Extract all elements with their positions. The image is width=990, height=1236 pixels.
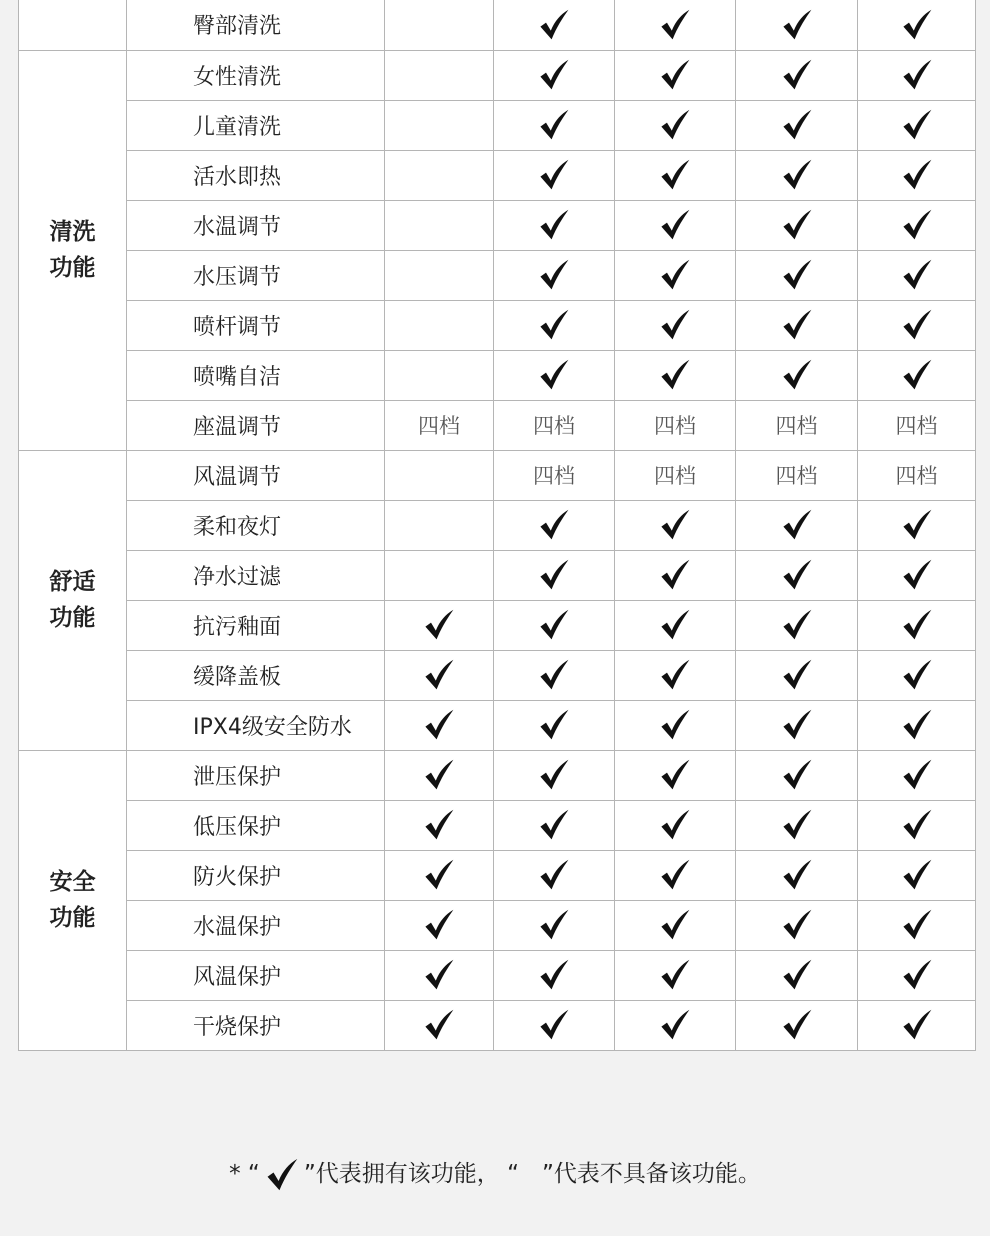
value-cell (494, 400, 615, 450)
value-cell (385, 300, 494, 350)
value-cell (615, 750, 736, 800)
value-cell (494, 1000, 615, 1050)
value-cell (615, 800, 736, 850)
value-cell (615, 200, 736, 250)
feature-name: 喷杆调节 (127, 300, 385, 350)
value-cell (494, 350, 615, 400)
value-cell (615, 450, 736, 500)
footnote-quote-empty: “ ” (507, 1161, 554, 1187)
value-cell (858, 550, 976, 600)
checkmark-icon (900, 709, 934, 741)
value-cell (385, 1000, 494, 1050)
table-row (19, 900, 976, 950)
value-cell (494, 850, 615, 900)
footnote-text-not: 代表不具备该功能。 (553, 1161, 761, 1187)
value-cell (615, 850, 736, 900)
checkmark-icon (658, 959, 692, 991)
checkmark-icon (537, 59, 571, 91)
value-cell (494, 750, 615, 800)
value-cell (494, 800, 615, 850)
value-cell (858, 900, 976, 950)
table-row (19, 500, 976, 550)
checkmark-icon (537, 109, 571, 141)
feature-name: 活水即热 (127, 150, 385, 200)
feature-name: 座温调节 (127, 400, 385, 450)
table-row (19, 800, 976, 850)
value-cell (494, 600, 615, 650)
value-cell (858, 500, 976, 550)
checkmark-icon (537, 509, 571, 541)
value-cell (615, 0, 736, 50)
checkmark-icon (422, 659, 456, 691)
value-cell (494, 200, 615, 250)
checkmark-icon (537, 859, 571, 891)
value-cell (494, 250, 615, 300)
checkmark-icon (780, 109, 814, 141)
table-row (19, 0, 976, 50)
value-cell (385, 450, 494, 500)
value-cell (385, 400, 494, 450)
checkmark-icon (780, 59, 814, 91)
value-cell (385, 750, 494, 800)
value-cell (385, 650, 494, 700)
value-cell (615, 650, 736, 700)
value-cell (736, 200, 858, 250)
checkmark-icon (900, 159, 934, 191)
group-cell-empty (19, 0, 127, 50)
footnote-star: * (229, 1161, 241, 1187)
checkmark-icon (658, 59, 692, 91)
checkmark-icon (900, 859, 934, 891)
level-text: 四档 (775, 464, 818, 488)
value-cell (736, 0, 858, 50)
value-cell (494, 450, 615, 500)
level-text: 四档 (418, 414, 460, 438)
feature-name: 臀部清洗 (127, 0, 385, 50)
value-cell (736, 250, 858, 300)
checkmark-icon (780, 209, 814, 241)
table-row (19, 100, 976, 150)
value-cell (736, 300, 858, 350)
value-cell (494, 550, 615, 600)
feature-name: 泄压保护 (127, 750, 385, 800)
feature-name: 缓降盖板 (127, 650, 385, 700)
value-cell (494, 900, 615, 950)
table-row (19, 250, 976, 300)
checkmark-icon (658, 309, 692, 341)
checkmark-icon (537, 959, 571, 991)
footnote-text-has: 代表拥有该功能， (315, 1161, 500, 1187)
value-cell (385, 150, 494, 200)
table-row (19, 350, 976, 400)
feature-name: 净水过滤 (127, 550, 385, 600)
value-cell (385, 100, 494, 150)
checkmark-icon (422, 959, 456, 991)
value-cell (858, 100, 976, 150)
checkmark-icon (537, 609, 571, 641)
checkmark-icon (537, 759, 571, 791)
feature-name: 柔和夜灯 (127, 500, 385, 550)
feature-name: 喷嘴自洁 (127, 350, 385, 400)
checkmark-icon (900, 109, 934, 141)
value-cell (858, 450, 976, 500)
value-cell (615, 550, 736, 600)
value-cell (736, 850, 858, 900)
level-text: 四档 (533, 464, 575, 488)
checkmark-icon (900, 809, 934, 841)
value-cell (858, 300, 976, 350)
checkmark-icon (537, 709, 571, 741)
footnote (0, 1150, 990, 1198)
checkmark-icon (900, 9, 934, 41)
checkmark-icon (780, 859, 814, 891)
value-cell (494, 300, 615, 350)
checkmark-icon (658, 909, 692, 941)
checkmark-icon (537, 309, 571, 341)
checkmark-icon (658, 209, 692, 241)
feature-name: 防火保护 (127, 850, 385, 900)
footnote-quote-close: ” (303, 1161, 316, 1187)
group-label (19, 750, 127, 1050)
value-cell (858, 50, 976, 100)
value-cell (858, 800, 976, 850)
checkmark-icon (780, 1009, 814, 1041)
checkmark-icon (537, 159, 571, 191)
checkmark-icon (264, 1158, 300, 1192)
checkmark-icon (658, 159, 692, 191)
value-cell (494, 950, 615, 1000)
table-row (19, 700, 976, 750)
checkmark-icon (658, 509, 692, 541)
checkmark-icon (780, 9, 814, 41)
table-row (19, 650, 976, 700)
checkmark-icon (422, 909, 456, 941)
checkmark-icon (422, 1009, 456, 1041)
checkmark-icon (900, 309, 934, 341)
level-text: 四档 (895, 414, 938, 438)
checkmark-icon (900, 559, 934, 591)
checkmark-icon (422, 709, 456, 741)
value-cell (858, 650, 976, 700)
checkmark-icon (900, 209, 934, 241)
level-text: 四档 (533, 414, 575, 438)
group-label-line: 舒适 (49, 569, 96, 595)
table-row (19, 400, 976, 450)
checkmark-icon (537, 1009, 571, 1041)
value-cell (858, 350, 976, 400)
checkmark-icon (658, 709, 692, 741)
value-cell (494, 150, 615, 200)
value-cell (615, 700, 736, 750)
value-cell (385, 850, 494, 900)
value-cell (615, 900, 736, 950)
value-cell (858, 850, 976, 900)
value-cell (858, 0, 976, 50)
table-row (19, 200, 976, 250)
value-cell (736, 650, 858, 700)
value-cell (858, 250, 976, 300)
value-cell (385, 550, 494, 600)
value-cell (736, 50, 858, 100)
feature-name: 风温调节 (127, 450, 385, 500)
checkmark-icon (900, 759, 934, 791)
checkmark-icon (658, 609, 692, 641)
value-cell (858, 750, 976, 800)
table-row (19, 600, 976, 650)
value-cell (858, 600, 976, 650)
checkmark-icon (658, 759, 692, 791)
footnote-quote-open: “ (247, 1161, 260, 1187)
level-text: 四档 (654, 414, 696, 438)
value-cell (385, 800, 494, 850)
value-cell (385, 500, 494, 550)
checkmark-icon (422, 609, 456, 641)
checkmark-icon (537, 359, 571, 391)
value-cell (736, 750, 858, 800)
value-cell (736, 900, 858, 950)
value-cell (385, 0, 494, 50)
checkmark-icon (900, 659, 934, 691)
value-cell (615, 950, 736, 1000)
checkmark-icon (780, 309, 814, 341)
checkmark-icon (537, 559, 571, 591)
checkmark-icon (422, 809, 456, 841)
feature-name: 女性清洗 (127, 50, 385, 100)
level-text: 四档 (775, 414, 818, 438)
value-cell (615, 350, 736, 400)
feature-comparison-table (18, 0, 976, 1051)
checkmark-icon (537, 909, 571, 941)
checkmark-icon (900, 509, 934, 541)
value-cell (615, 150, 736, 200)
value-cell (385, 50, 494, 100)
value-cell (858, 1000, 976, 1050)
value-cell (858, 400, 976, 450)
value-cell (385, 350, 494, 400)
value-cell (494, 50, 615, 100)
checkmark-icon (900, 59, 934, 91)
checkmark-icon (780, 959, 814, 991)
feature-name: 干烧保护 (127, 1000, 385, 1050)
checkmark-icon (780, 709, 814, 741)
value-cell (736, 400, 858, 450)
value-cell (494, 100, 615, 150)
value-cell (385, 200, 494, 250)
value-cell (615, 300, 736, 350)
group-label-line: 清洗 (49, 219, 96, 245)
value-cell (385, 700, 494, 750)
value-cell (494, 500, 615, 550)
checkmark-icon (537, 259, 571, 291)
checkmark-icon (900, 1009, 934, 1041)
feature-name: 水温保护 (127, 900, 385, 950)
checkmark-icon (658, 9, 692, 41)
table-row (19, 50, 976, 100)
group-label-line: 功能 (49, 255, 96, 281)
value-cell (736, 450, 858, 500)
checkmark-icon (658, 659, 692, 691)
value-cell (736, 500, 858, 550)
table-row (19, 750, 976, 800)
checkmark-icon (658, 259, 692, 291)
checkmark-icon (780, 609, 814, 641)
table-row (19, 150, 976, 200)
value-cell (615, 100, 736, 150)
value-cell (494, 650, 615, 700)
table-body (19, 0, 976, 1050)
group-label (19, 50, 127, 450)
value-cell (615, 500, 736, 550)
checkmark-icon (658, 859, 692, 891)
group-label-line: 功能 (49, 905, 96, 931)
checkmark-icon (780, 809, 814, 841)
checkmark-icon (780, 359, 814, 391)
value-cell (858, 700, 976, 750)
checkmark-icon (900, 609, 934, 641)
value-cell (385, 950, 494, 1000)
value-cell (736, 150, 858, 200)
group-label-line: 安全 (49, 869, 96, 895)
checkmark-icon (780, 759, 814, 791)
value-cell (615, 50, 736, 100)
checkmark-icon (900, 909, 934, 941)
checkmark-icon (780, 909, 814, 941)
value-cell (385, 900, 494, 950)
checkmark-icon (658, 559, 692, 591)
value-cell (736, 800, 858, 850)
value-cell (385, 600, 494, 650)
checkmark-icon (780, 559, 814, 591)
checkmark-icon (658, 359, 692, 391)
value-cell (494, 0, 615, 50)
table-row (19, 300, 976, 350)
table-row (19, 1000, 976, 1050)
feature-name: 儿童清洗 (127, 100, 385, 150)
table-row (19, 550, 976, 600)
value-cell (615, 250, 736, 300)
table-row (19, 850, 976, 900)
value-cell (736, 950, 858, 1000)
level-text: 四档 (895, 464, 938, 488)
checkmark-icon (900, 259, 934, 291)
checkmark-icon (422, 859, 456, 891)
feature-name: 水压调节 (127, 250, 385, 300)
checkmark-icon (900, 959, 934, 991)
value-cell (736, 350, 858, 400)
checkmark-icon (900, 359, 934, 391)
checkmark-icon (658, 109, 692, 141)
group-label (19, 450, 127, 750)
feature-name: 抗污釉面 (127, 600, 385, 650)
checkmark-icon (658, 809, 692, 841)
feature-name: 水温调节 (127, 200, 385, 250)
table-row (19, 450, 976, 500)
checkmark-icon (780, 659, 814, 691)
value-cell (615, 600, 736, 650)
feature-name: 低压保护 (127, 800, 385, 850)
checkmark-icon (537, 9, 571, 41)
group-label-line: 功能 (49, 605, 96, 631)
checkmark-icon (537, 209, 571, 241)
checkmark-icon (658, 1009, 692, 1041)
checkmark-icon (537, 809, 571, 841)
feature-name: IPX4级安全防水 (127, 700, 385, 750)
feature-name: 风温保护 (127, 950, 385, 1000)
checkmark-icon (780, 259, 814, 291)
value-cell (736, 600, 858, 650)
checkmark-icon (780, 159, 814, 191)
value-cell (736, 100, 858, 150)
value-cell (615, 1000, 736, 1050)
value-cell (858, 950, 976, 1000)
value-cell (385, 250, 494, 300)
value-cell (858, 200, 976, 250)
value-cell (858, 150, 976, 200)
value-cell (615, 400, 736, 450)
value-cell (736, 1000, 858, 1050)
value-cell (736, 550, 858, 600)
level-text: 四档 (654, 464, 696, 488)
checkmark-icon (780, 509, 814, 541)
value-cell (494, 700, 615, 750)
checkmark-icon (537, 659, 571, 691)
checkmark-icon (422, 759, 456, 791)
value-cell (736, 700, 858, 750)
table-row (19, 950, 976, 1000)
